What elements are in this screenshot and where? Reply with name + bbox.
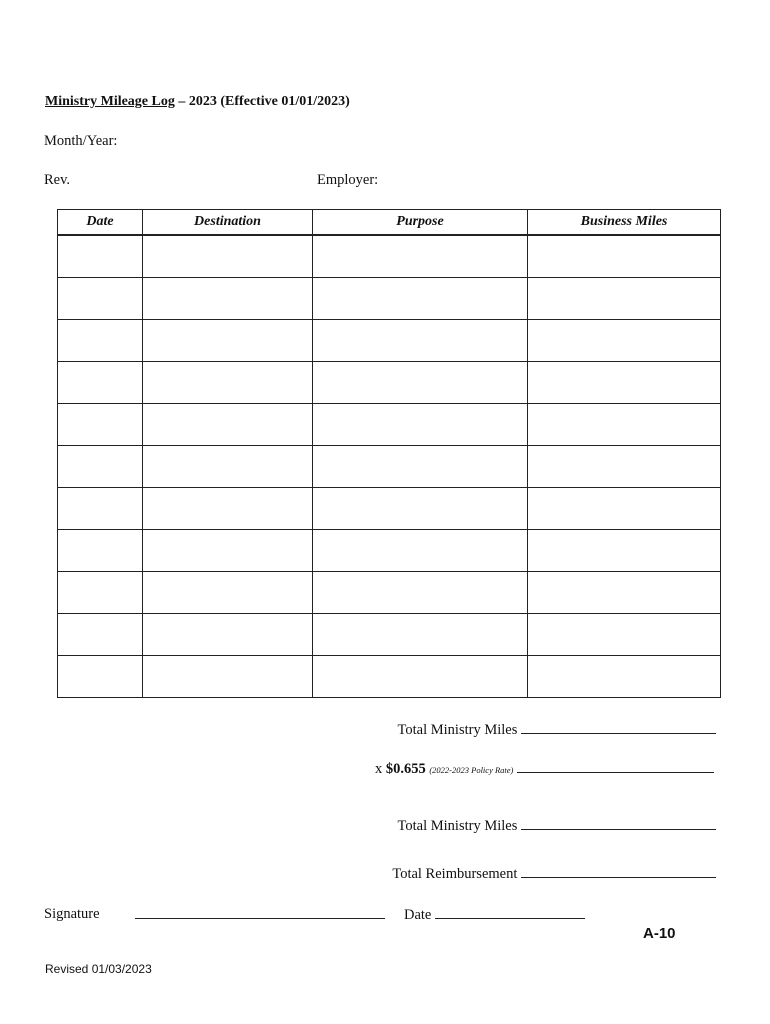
destination-cell[interactable]: [143, 362, 313, 404]
column-header-purpose: Purpose: [313, 210, 528, 236]
date-cell[interactable]: [58, 488, 143, 530]
business-miles-cell[interactable]: [528, 488, 721, 530]
table-row: [58, 404, 721, 446]
signature-line[interactable]: [135, 906, 385, 919]
reimbursement-row: [392, 865, 716, 883]
destination-cell[interactable]: [143, 530, 313, 572]
page-title: [45, 94, 350, 110]
date-line[interactable]: [435, 906, 585, 919]
destination-cell[interactable]: [143, 572, 313, 614]
business-miles-cell[interactable]: [528, 572, 721, 614]
date-cell[interactable]: [58, 362, 143, 404]
table-row: [58, 362, 721, 404]
date-cell[interactable]: [58, 278, 143, 320]
rate-prefix: x: [374, 761, 386, 777]
business-miles-cell[interactable]: [528, 446, 721, 488]
destination-cell[interactable]: [143, 446, 313, 488]
form-id: A-10: [643, 925, 676, 942]
revised-date: Revised 01/03/2023: [45, 962, 152, 976]
business-miles-cell[interactable]: [528, 278, 721, 320]
purpose-cell[interactable]: [313, 320, 528, 362]
column-header-date: Date: [58, 210, 143, 236]
purpose-cell[interactable]: [313, 572, 528, 614]
date-cell[interactable]: [58, 530, 143, 572]
title-suffix: – 2023 (Effective 01/01/2023): [174, 94, 350, 109]
mileage-table: [57, 209, 721, 698]
purpose-cell[interactable]: [313, 362, 528, 404]
rate-note: (2022-2023 Policy Rate): [429, 765, 514, 775]
purpose-cell[interactable]: [313, 656, 528, 698]
table-row: [58, 656, 721, 698]
destination-cell[interactable]: [143, 404, 313, 446]
destination-cell[interactable]: [143, 656, 313, 698]
signature-row: [135, 906, 385, 924]
total-miles-label: Total Ministry Miles: [397, 722, 518, 738]
rate-amount-line[interactable]: [517, 760, 714, 773]
rate-row: [375, 760, 714, 778]
total-miles-row-2: [398, 817, 716, 835]
table-row: [58, 614, 721, 656]
reimbursement-line[interactable]: [521, 865, 716, 878]
signature-label: Signature: [44, 906, 100, 922]
business-miles-cell[interactable]: [528, 362, 721, 404]
purpose-cell[interactable]: [313, 404, 528, 446]
table-header-row: [58, 210, 721, 236]
table-row: [58, 278, 721, 320]
purpose-cell[interactable]: [313, 530, 528, 572]
total-miles-line[interactable]: [521, 721, 716, 734]
month-year-label: Month/Year:: [44, 133, 118, 149]
total-miles-label-2: Total Ministry Miles: [397, 818, 518, 834]
business-miles-cell[interactable]: [528, 235, 721, 278]
business-miles-cell[interactable]: [528, 404, 721, 446]
destination-cell[interactable]: [143, 278, 313, 320]
purpose-cell[interactable]: [313, 235, 528, 278]
purpose-cell[interactable]: [313, 488, 528, 530]
destination-cell[interactable]: [143, 614, 313, 656]
date-cell[interactable]: [58, 320, 143, 362]
purpose-cell[interactable]: [313, 614, 528, 656]
destination-cell[interactable]: [143, 488, 313, 530]
rate-value: $0.655: [385, 761, 426, 777]
business-miles-cell[interactable]: [528, 320, 721, 362]
table-row: [58, 572, 721, 614]
business-miles-cell[interactable]: [528, 530, 721, 572]
date-cell[interactable]: [58, 235, 143, 278]
table-row: [58, 320, 721, 362]
rev-label: Rev.: [44, 172, 71, 188]
date-cell[interactable]: [58, 614, 143, 656]
date-row: [404, 906, 585, 924]
date-cell[interactable]: [58, 572, 143, 614]
title-main: Ministry Mileage Log: [45, 94, 175, 109]
purpose-cell[interactable]: [313, 278, 528, 320]
total-miles-row: [398, 721, 716, 739]
business-miles-cell[interactable]: [528, 656, 721, 698]
table-body: [58, 235, 721, 698]
column-header-business-miles: Business Miles: [528, 210, 721, 236]
date-cell[interactable]: [58, 446, 143, 488]
business-miles-cell[interactable]: [528, 614, 721, 656]
column-header-destination: Destination: [143, 210, 313, 236]
date-label: Date: [404, 907, 432, 923]
destination-cell[interactable]: [143, 320, 313, 362]
table-row: [58, 235, 721, 278]
table-row: [58, 446, 721, 488]
table-row: [58, 530, 721, 572]
table-row: [58, 488, 721, 530]
reimbursement-label: Total Reimbursement: [392, 866, 518, 882]
total-miles-line-2[interactable]: [521, 817, 716, 830]
employer-label: Employer:: [317, 172, 379, 188]
purpose-cell[interactable]: [313, 446, 528, 488]
destination-cell[interactable]: [143, 235, 313, 278]
date-cell[interactable]: [58, 656, 143, 698]
date-cell[interactable]: [58, 404, 143, 446]
